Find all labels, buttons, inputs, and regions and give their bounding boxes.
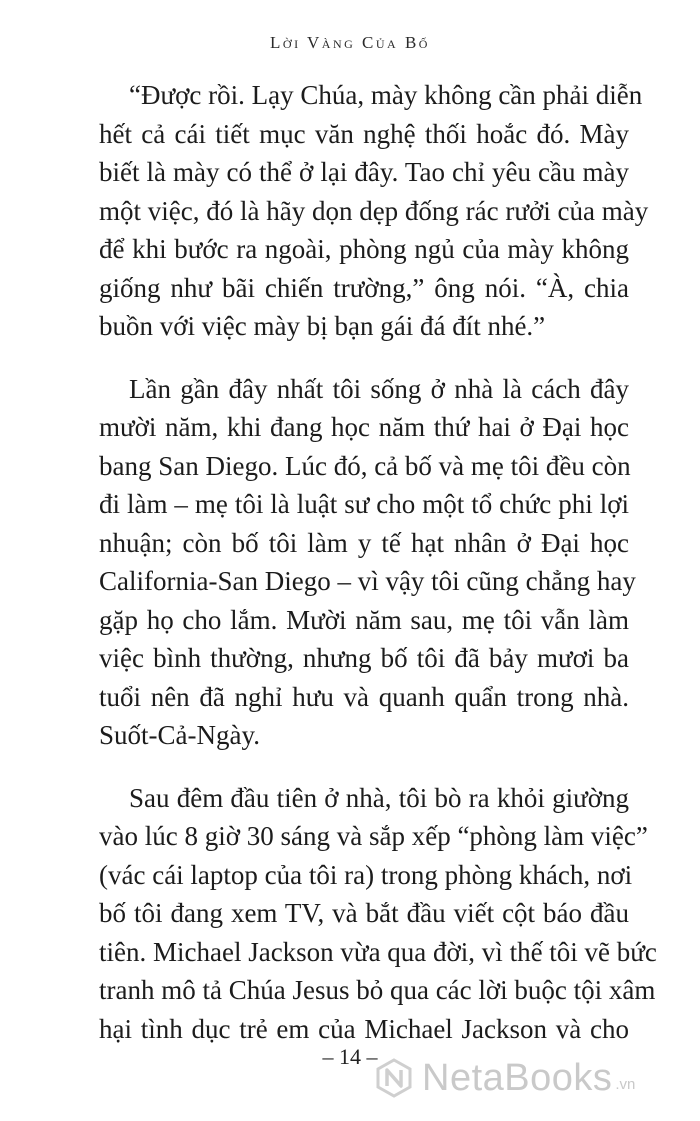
text-line: bang San Diego. Lúc đó, cả bố và mẹ tôi đều còn	[99, 450, 631, 481]
text-line: buồn với việc mày bị bạn gái đá đít nhé.”	[99, 311, 546, 341]
text-line: biết là mày có thể ở lại đây. Tao chỉ yêu cầu mày	[99, 157, 629, 187]
text-line: (vác cái laptop của tôi ra) trong phòng khách, nơi	[99, 859, 633, 890]
text-line: Suốt-Cả-Ngày.	[99, 720, 260, 750]
text-line: “Được rồi. Lạy Chúa, mày không cần phải diễn	[129, 80, 643, 110]
text-line: một việc, đó là hãy dọn dẹp đống rác rưởi của mày	[99, 195, 649, 226]
running-head-title: Lời Vàng Của Bố	[270, 33, 430, 52]
text-line: đi làm – mẹ tôi là luật sư cho một tổ chức phi lợi	[99, 489, 629, 519]
watermark-domain: .vn	[615, 1075, 636, 1093]
paragraph	[99, 779, 657, 1049]
text-line: bố tôi đang xem TV, và bắt đầu viết cột báo đầu	[99, 898, 629, 928]
text-line: để khi bước ra ngoài, phòng ngủ của mày không	[99, 234, 629, 264]
text-line: hại tình dục trẻ em của Michael Jackson và cho	[99, 1013, 629, 1044]
page-number: – 14 –	[322, 1044, 378, 1069]
paragraph	[99, 370, 636, 755]
text-line: Lần gần đây nhất tôi sống ở nhà là cách đây	[129, 373, 629, 404]
text-line: Sau đêm đầu tiên ở nhà, tôi bò ra khỏi giường	[129, 782, 629, 813]
text-line: việc bình thường, nhưng bố tôi đã bảy mươi ba	[99, 643, 629, 673]
text-line: hết cả cái tiết mục văn nghệ thối hoắc đó. Mày	[99, 118, 629, 149]
text-line: tiên. Michael Jackson vừa qua đời, vì thế tôi vẽ bức	[99, 936, 657, 967]
text-line: nhuận; còn bố tôi làm y tế hạt nhân ở Đại học	[99, 527, 629, 558]
watermark	[374, 1046, 635, 1110]
text-line: tranh mô tả Chúa Jesus bỏ qua các lời buộc tội xâm	[99, 975, 656, 1005]
text-line: gặp họ cho lắm. Mười năm sau, mẹ tôi vẫn làm	[99, 604, 629, 635]
text-line: mười năm, khi đang học năm thứ hai ở Đại học	[99, 412, 629, 442]
paragraph	[99, 76, 649, 346]
text-line: vào lúc 8 giờ 30 sáng và sắp xếp “phòng làm việc”	[99, 821, 648, 851]
netabooks-logo-icon	[374, 1058, 414, 1098]
body-text	[99, 76, 657, 1072]
text-line: California-San Diego – vì vậy tôi cũng chẳng hay	[99, 566, 636, 596]
text-line: giống như bãi chiến trường,” ông nói. “À, chia	[99, 272, 629, 303]
watermark-brand: NetaBooks	[422, 1056, 613, 1099]
text-line: tuổi nên đã nghỉ hưu và quanh quẩn trong nhà.	[99, 681, 629, 712]
